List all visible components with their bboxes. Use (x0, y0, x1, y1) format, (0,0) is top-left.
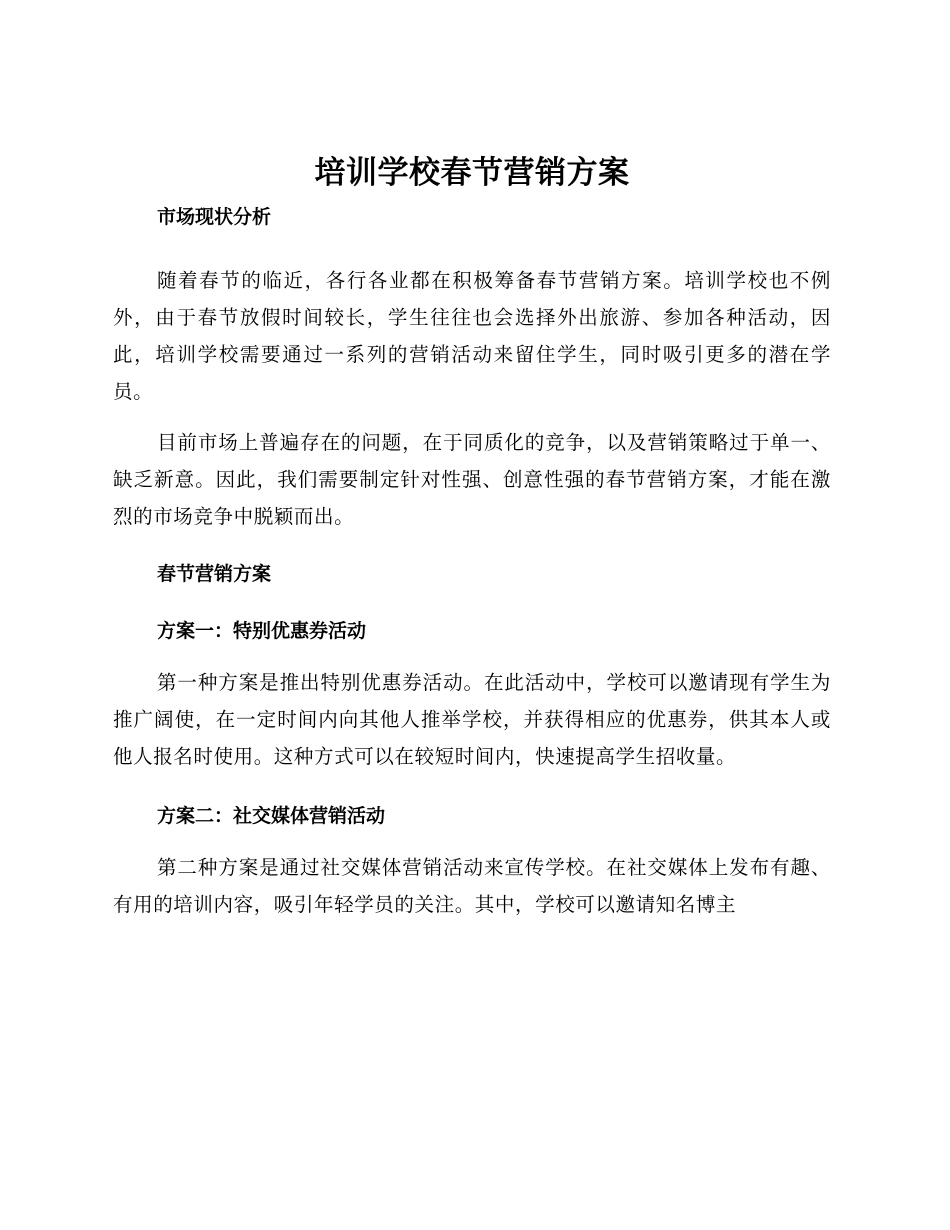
section-heading-plan-2: 方案二：社交媒体营销活动 (157, 805, 386, 827)
document-title: 培训学校春节营销方案 (314, 155, 630, 191)
section-heading-spring-plan: 春节营销方案 (157, 563, 272, 585)
paragraph-market-2: 目前市场上普遍存在的问题，在于同质化的竞争，以及营销策略过于单一、缺乏新意。因此，我们需要制定针对性强、创意性强的春节营销方案，才能在激烈的市场竞争中脱颖而出。 (113, 431, 831, 528)
section-heading-market-analysis: 市场现状分析 (157, 206, 272, 228)
section-heading-plan-1: 方案一：特别优惠券活动 (157, 620, 367, 642)
paragraph-plan-1: 第一种方案是推出特别优惠券活动。在此活动中，学校可以邀请现有学生为推广阔使，在一定时间内向其他人推举学校，并获得相应的优惠券，供其本人或他人报名时使用。这种方式可以在较短时间内，快速提高学生招收量。 (113, 671, 831, 768)
paragraph-market-1: 随着春节的临近，各行各业都在积极筹备春节营销方案。培训学校也不例外，由于春节放假时间较长，学生往往也会选择外出旅游、参加各种活动，因此，培训学校需要通过一系列的营销活动来留住学生，同时吸引更多的潜在学员。 (113, 269, 831, 403)
document-body (113, 150, 831, 923)
paragraph-plan-2: 第二种方案是通过社交媒体营销活动来宣传学校。在社交媒体上发布有趣、有用的培训内容，吸引年轻学员的关注。其中，学校可以邀请知名博主 (113, 856, 831, 916)
